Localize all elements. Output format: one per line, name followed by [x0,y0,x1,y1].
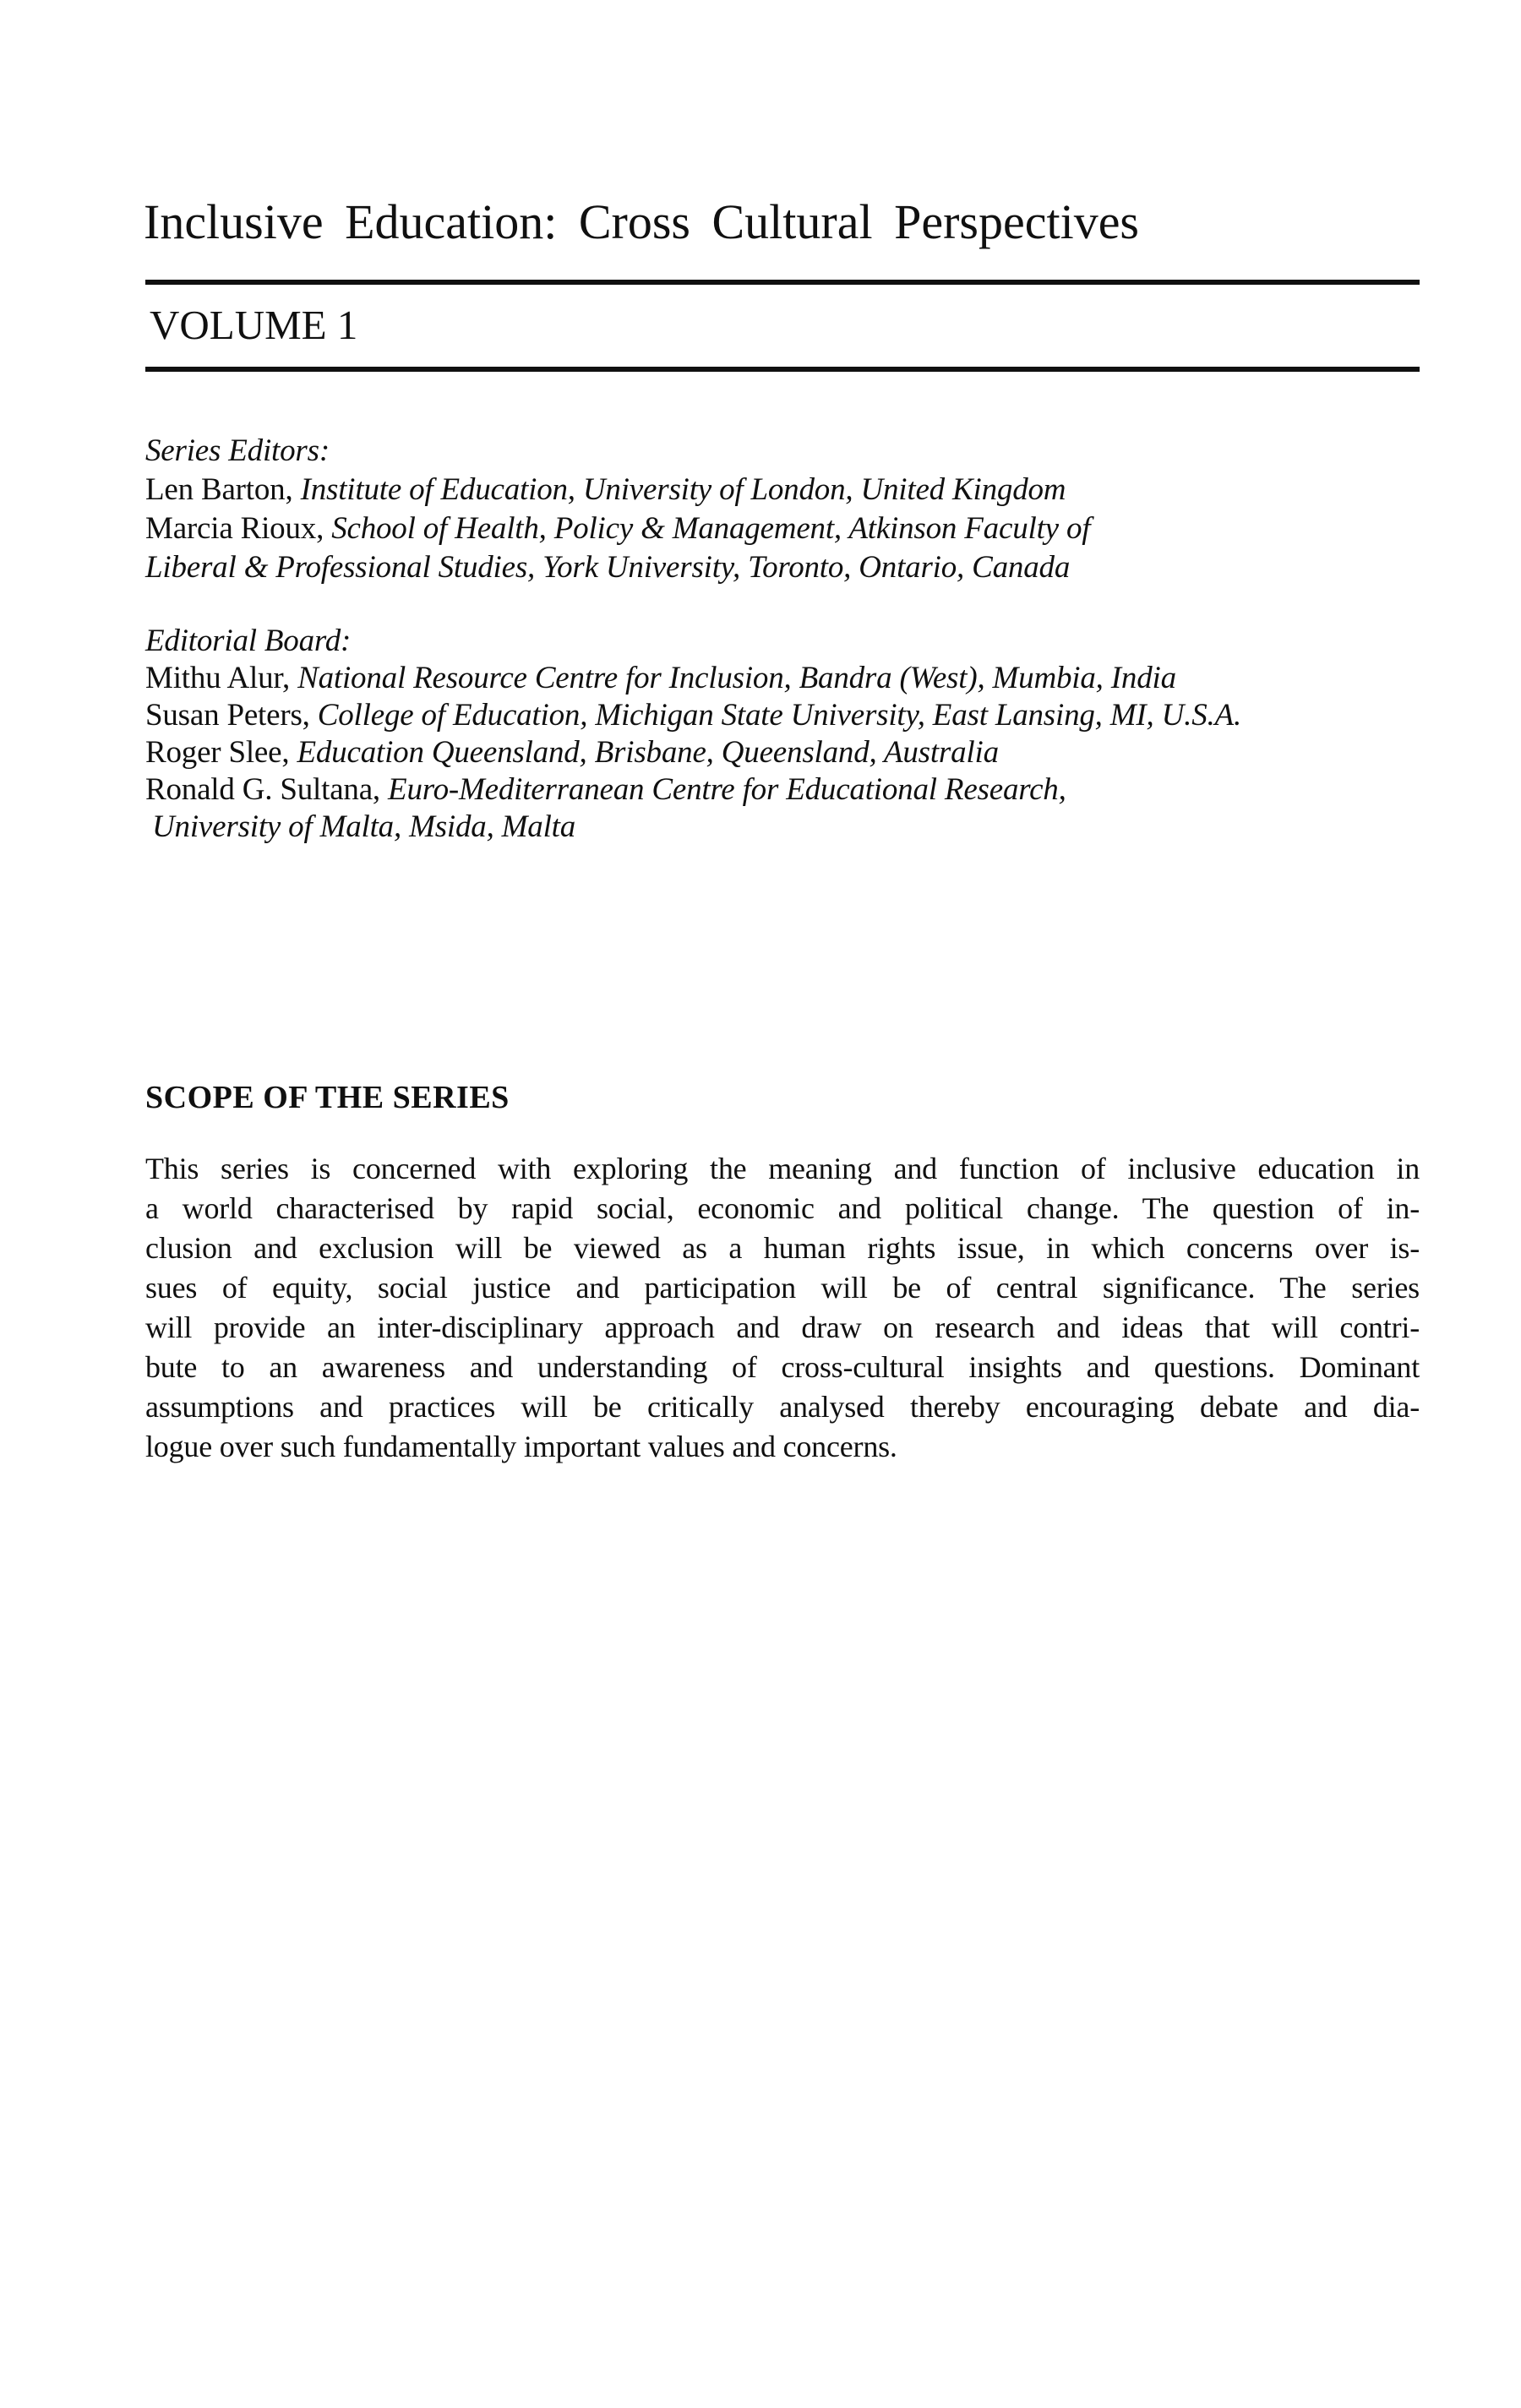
editor-affiliation: National Resource Centre for Inclusion, Bandra (West), Mumbia, India [297,661,1176,695]
editor-line [145,734,1464,771]
editor-name: Mithu Alur, [145,661,298,695]
paragraph-line: bute to an awareness and understanding of cross-cultural insights and questions. Dominant [145,1350,1420,1384]
editorial-board-list [145,660,1464,846]
editor-line [145,660,1464,697]
series-editors-list [145,471,1464,587]
editor-line [145,809,1464,846]
series-editors-block [145,432,1464,587]
editor-line [145,548,1464,587]
editor-affiliation: Euro-Mediterranean Centre for Educational Research, [388,772,1066,807]
scope-heading: SCOPE OF THE SERIES [145,1080,510,1115]
series-title: Inclusive Education: Cross Cultural Perspectives [144,194,1140,249]
paragraph-line: This series is concerned with exploring the meaning and function of inclusive education in [145,1152,1420,1185]
editorial-board-heading: Editorial Board: [145,624,352,658]
paragraph-line: logue over such fundamentally important values and concerns. [145,1430,897,1463]
editor-affiliation: Education Queensland, Brisbane, Queensland, Australia [297,735,999,770]
editor-line [145,509,1464,548]
paragraph-line: clusion and exclusion will be viewed as a human rights issue, in which concerns over is- [145,1231,1420,1265]
paragraph-line: assumptions and practices will be critically analysed thereby encouraging debate and dia- [145,1390,1420,1424]
series-editors-heading: Series Editors: [145,433,330,468]
divider-line-top [145,280,1420,285]
paragraph-line: sues of equity, social justice and participation will be of central significance. The series [145,1271,1420,1305]
editor-affiliation: Institute of Education, University of London, United Kingdom [300,472,1066,507]
paragraph-line: a world characterised by rapid social, economic and political change. The question of in- [145,1191,1420,1225]
editor-name: Len Barton, [145,472,301,507]
paragraph-line: will provide an inter-disciplinary approach and draw on research and ideas that will contri- [145,1310,1420,1344]
editor-affiliation: College of Education, Michigan State University, East Lansing, MI, U.S.A. [317,698,1241,733]
editor-name: Susan Peters, [145,698,318,733]
editorial-board-block [145,623,1464,846]
editor-line [145,471,1464,509]
editor-name: Marcia Rioux, [145,511,332,546]
editor-line [145,771,1464,809]
editor-name: Ronald G. Sultana, [145,772,389,807]
editor-affiliation: Liberal & Professional Studies, York University, Toronto, Ontario, Canada [145,550,1071,585]
divider-line-bottom [145,367,1420,372]
editor-name: Roger Slee, [145,735,297,770]
scope-paragraph [145,1149,1420,1467]
editor-affiliation: University of Malta, Msida, Malta [152,809,576,844]
editor-line [145,697,1464,734]
volume-label: VOLUME 1 [150,302,358,348]
editor-affiliation: School of Health, Policy & Management, Atkinson Faculty of [331,511,1091,546]
